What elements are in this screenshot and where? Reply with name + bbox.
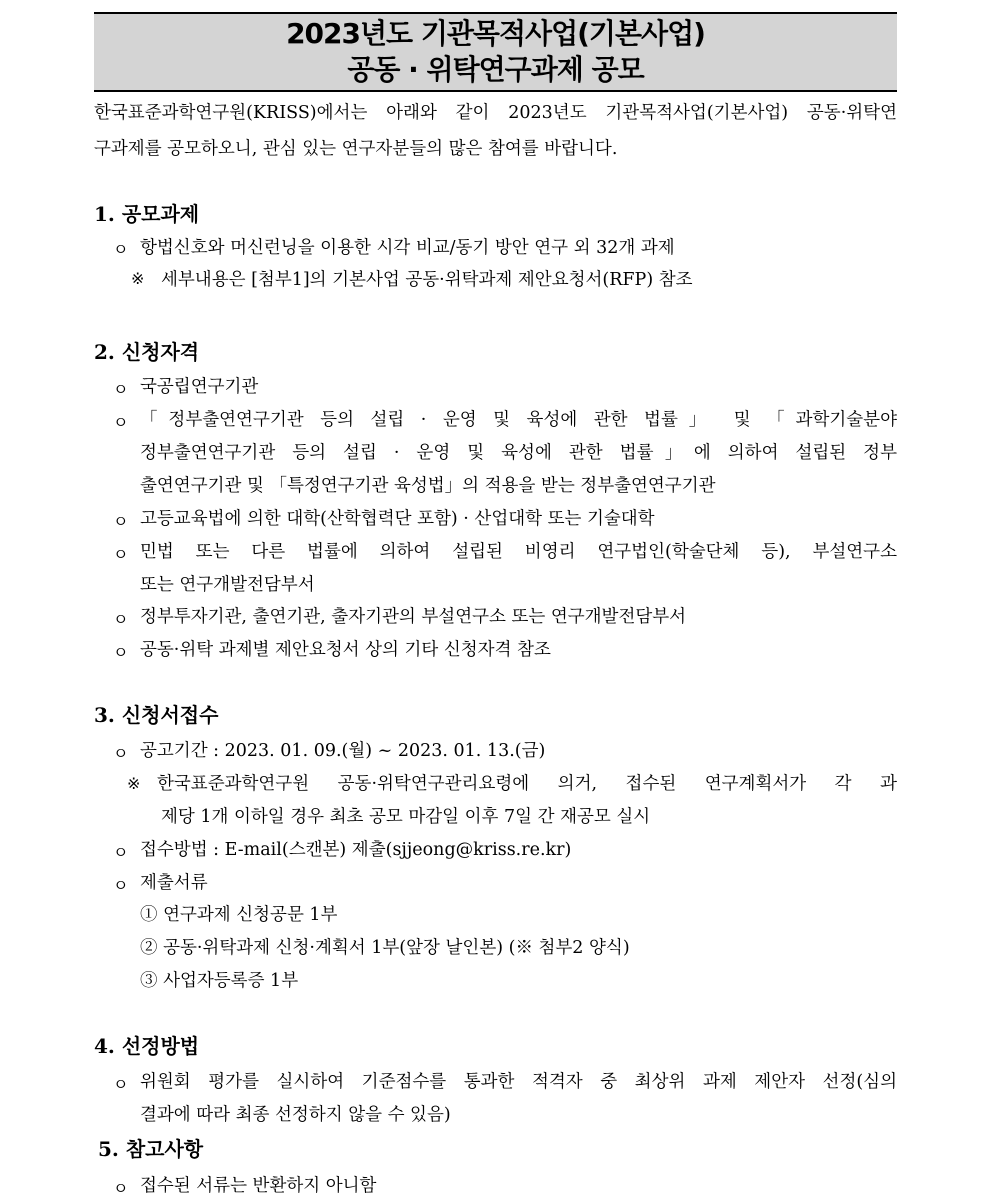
bullet-marker: ㅇ	[113, 843, 129, 862]
bullet-marker: ㅇ	[113, 744, 129, 763]
s3-item-3: 제출서류	[140, 873, 208, 893]
s2-item-5: 정부투자기관, 출연기관, 출자기관의 부설연구소 또는 연구개발전담부서	[140, 607, 687, 627]
bullet-marker: ㅇ	[113, 643, 129, 662]
s1-note: 세부내용은 [첨부1]의 기본사업 공동·위탁과제 제안요청서(RFP) 참조	[161, 270, 693, 290]
title-line-2: 공동 · 위탁연구과제 공모	[347, 53, 644, 86]
note-marker: ※	[127, 774, 141, 793]
bullet-marker: ㅇ	[113, 380, 129, 399]
bullet-marker: ㅇ	[113, 1075, 129, 1094]
section-3-heading: 3. 신청서접수	[94, 703, 219, 727]
s3-note-line-2: 제당 1개 이하일 경우 최초 공모 마감일 이후 7일 간 재공모 실시	[161, 807, 651, 827]
s2-item-2-line-3: 출연연구기관 및 「특정연구기관 육성법」의 적용을 받는 정부출연연구기관	[140, 476, 716, 496]
s1-item-1: 항법신호와 머신런닝을 이용한 시각 비교/동기 방안 연구 외 32개 과제	[140, 238, 675, 258]
s3-item-1: 공고기간 : 2023. 01. 09.(월) ~ 2023. 01. 13.(금)	[140, 741, 546, 761]
bullet-marker: ㅇ	[113, 240, 129, 259]
s3-doc-3: ③ 사업자등록증 1부	[140, 971, 299, 991]
s3-doc-1: ① 연구과제 신청공문 1부	[140, 905, 338, 925]
bullet-marker: ㅇ	[113, 1179, 129, 1198]
s2-item-3: 고등교육법에 의한 대학(산학협력단 포함) · 산업대학 또는 기술대학	[140, 509, 655, 529]
s5-item-1: 접수된 서류는 반환하지 아니함	[140, 1176, 377, 1196]
s4-item-1-line-2: 결과에 따라 최종 선정하지 않을 수 있음)	[140, 1105, 451, 1125]
section-2-heading: 2. 신청자격	[94, 340, 200, 364]
s2-item-1: 국공립연구기관	[140, 377, 259, 397]
bullet-marker: ㅇ	[113, 413, 129, 432]
bullet-marker: ㅇ	[113, 512, 129, 531]
s2-item-4-line-2: 또는 연구개발전담부서	[140, 575, 315, 595]
s2-item-2-line-2: 정부출연연구기관 등의 설립 · 운영 및 육성에 관한 법률」에 의하여 설립된 정부	[140, 443, 897, 463]
bullet-marker: ㅇ	[113, 545, 129, 564]
s3-note-line-1: 한국표준과학연구원 공동·위탁연구관리요령에 의거, 접수된 연구계획서가 각 과	[157, 774, 897, 794]
bullet-marker: ㅇ	[113, 610, 129, 629]
s2-item-2-line-1: 「정부출연연구기관 등의 설립 · 운영 및 육성에 관한 법률」 및 「과학기술분야	[140, 410, 897, 430]
intro-line-1: 한국표준과학연구원(KRISS)에서는 아래와 같이 2023년도 기관목적사업(기본사업) 공동·위탁연	[94, 103, 897, 123]
s3-item-2: 접수방법 : E-mail(스캔본) 제출(sjjeong@kriss.re.kr)	[140, 840, 572, 860]
intro-line-2: 구과제를 공모하오니, 관심 있는 연구자분들의 많은 참여를 바랍니다.	[94, 139, 618, 159]
s2-item-4-line-1: 민법 또는 다른 법률에 의하여 설립된 비영리 연구법인(학술단체 등), 부설연구소	[140, 542, 897, 562]
section-5-heading: 5. 참고사항	[98, 1137, 204, 1161]
title-box	[94, 12, 897, 92]
bullet-marker: ㅇ	[113, 876, 129, 895]
s3-doc-2: ② 공동·위탁과제 신청·계획서 1부(앞장 날인본) (※ 첨부2 양식)	[140, 938, 630, 958]
s2-item-6: 공동·위탁 과제별 제안요청서 상의 기타 신청자격 참조	[140, 640, 551, 660]
section-1-heading: 1. 공모과제	[94, 202, 200, 226]
note-marker: ※	[131, 269, 145, 288]
section-4-heading: 4. 선정방법	[94, 1034, 200, 1058]
s4-item-1-line-1: 위원회 평가를 실시하여 기준점수를 통과한 적격자 중 최상위 과제 제안자 선정(심의	[140, 1072, 897, 1092]
title-line-1: 2023년도 기관목적사업(기본사업)	[286, 17, 705, 50]
